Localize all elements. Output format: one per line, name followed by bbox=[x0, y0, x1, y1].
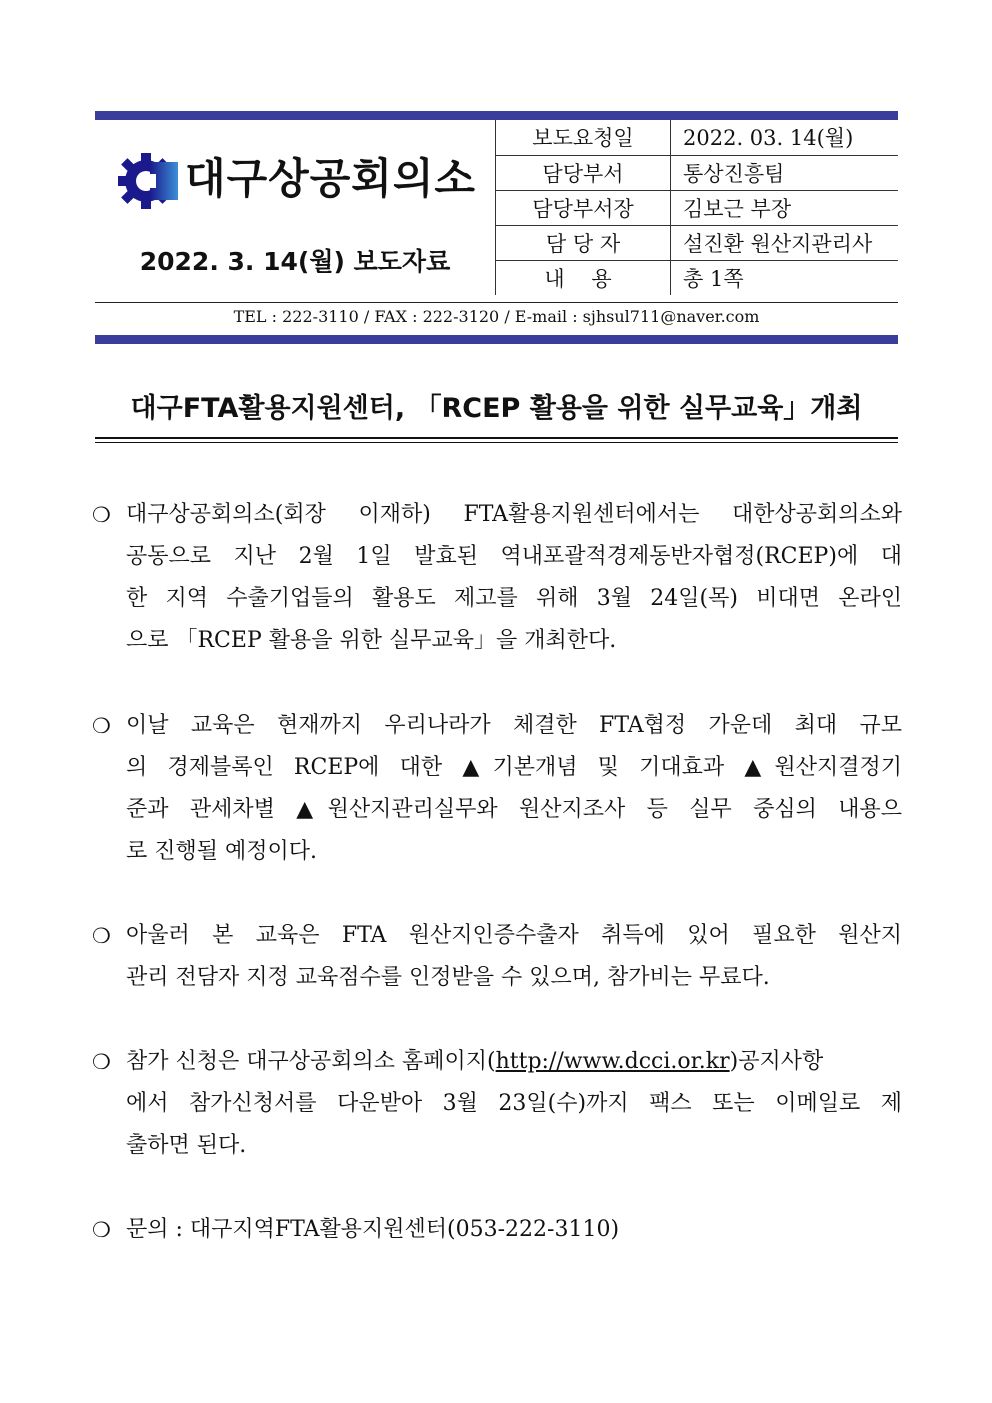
paragraph-line: 에서 참가신청서를 다운받아 3월 23일(수)까지 팩스 또는 이메일로 제 bbox=[126, 1091, 902, 1116]
info-key: 담 당 자 bbox=[496, 225, 671, 260]
body-paragraph bbox=[92, 915, 902, 999]
body-paragraph bbox=[92, 1041, 902, 1167]
logo-area bbox=[95, 120, 495, 302]
info-row bbox=[496, 225, 899, 260]
body-paragraph bbox=[92, 1209, 902, 1251]
info-value: 설진환 원산지관리사 bbox=[671, 225, 899, 260]
paragraph-line: 이날 교육은 현재까지 우리나라가 체결한 FTA협정 가운데 최대 규모 bbox=[126, 713, 902, 738]
info-row bbox=[496, 260, 899, 295]
info-value: 총 1쪽 bbox=[683, 266, 744, 291]
paragraph-line: 으로 「RCEP 활용을 위한 실무교육」을 개최한다. bbox=[126, 628, 617, 653]
paragraph-line: 관리 전담자 지정 교육점수를 인정받을 수 있으며, 참가비는 무료다. bbox=[126, 965, 770, 990]
paragraph-line: 의 경제블록인 RCEP에 대한 ▲기본개념 및 기대효과 ▲원산지결정기 bbox=[126, 755, 902, 780]
info-key: 담당부서 bbox=[496, 155, 671, 190]
bullet-icon: ❍ bbox=[92, 924, 111, 948]
body-paragraph bbox=[92, 705, 902, 873]
bullet-icon: ❍ bbox=[92, 714, 111, 738]
info-row bbox=[496, 120, 899, 155]
info-value: 김보근 부장 bbox=[671, 190, 899, 225]
organization-logo bbox=[117, 150, 477, 208]
paragraph-line: 준과 관세차별 ▲원산지관리실무와 원산지조사 등 실무 중심의 내용으 bbox=[126, 797, 902, 822]
homepage-link[interactable]: http://www.dcci.or.kr bbox=[495, 1049, 730, 1074]
contact-info: TEL : 222-3110 / FAX : 222-3120 / E-mail : sjhsul711@naver.com bbox=[233, 307, 760, 326]
bullet-icon: ❍ bbox=[92, 1050, 111, 1074]
page-title: 대구FTA활용지원센터, 「RCEP 활용을 위한 실무교육」개최 bbox=[130, 393, 863, 424]
organization-name: 대구상공회의소 bbox=[185, 154, 477, 203]
release-info-table bbox=[495, 120, 898, 295]
paragraph-line: 대구상공회의소(회장 이재하) FTA활용지원센터에서는 대한상공회의소와 bbox=[126, 502, 902, 527]
paragraph-line bbox=[126, 1041, 902, 1083]
info-row bbox=[496, 190, 899, 225]
paragraph-line: 출하면 된다. bbox=[126, 1133, 247, 1158]
header-top-bar bbox=[95, 111, 898, 120]
info-row bbox=[496, 155, 899, 190]
paragraph-text: )공지사항 bbox=[729, 1049, 824, 1074]
header-bottom-bar bbox=[95, 335, 898, 344]
info-key: 담당부서장 bbox=[496, 190, 671, 225]
release-date: 2022. 3. 14(월) 보도자료 bbox=[139, 247, 451, 276]
paragraph-line: 로 진행될 예정이다. bbox=[126, 839, 317, 864]
body-paragraph bbox=[92, 494, 902, 662]
paragraph-line: 한 지역 수출기업들의 활용도 제고를 위해 3월 24일(목) 비대면 온라인 bbox=[126, 586, 902, 611]
info-key: 내 용 bbox=[496, 260, 671, 295]
title-underline bbox=[95, 437, 898, 439]
info-key: 보도요청일 bbox=[496, 120, 671, 155]
title-underline-thin bbox=[95, 442, 898, 443]
bullet-icon: ❍ bbox=[92, 503, 111, 527]
paragraph-line: 공동으로 지난 2월 1일 발효된 역내포괄적경제동반자협정(RCEP)에 대 bbox=[126, 544, 902, 569]
info-value: 통상진흥팀 bbox=[671, 155, 899, 190]
bullet-icon: ❍ bbox=[92, 1218, 111, 1242]
info-value: 2022. 03. 14(월) bbox=[671, 120, 899, 155]
press-release-header bbox=[95, 120, 898, 303]
paragraph-text: 참가 신청은 대구상공회의소 홈페이지( bbox=[126, 1049, 496, 1074]
paragraph-line: 문의 : 대구지역FTA활용지원센터(053-222-3110) bbox=[126, 1217, 620, 1242]
gear-icon bbox=[117, 152, 179, 210]
paragraph-line: 아울러 본 교육은 FTA 원산지인증수출자 취득에 있어 필요한 원산지 bbox=[126, 923, 902, 948]
